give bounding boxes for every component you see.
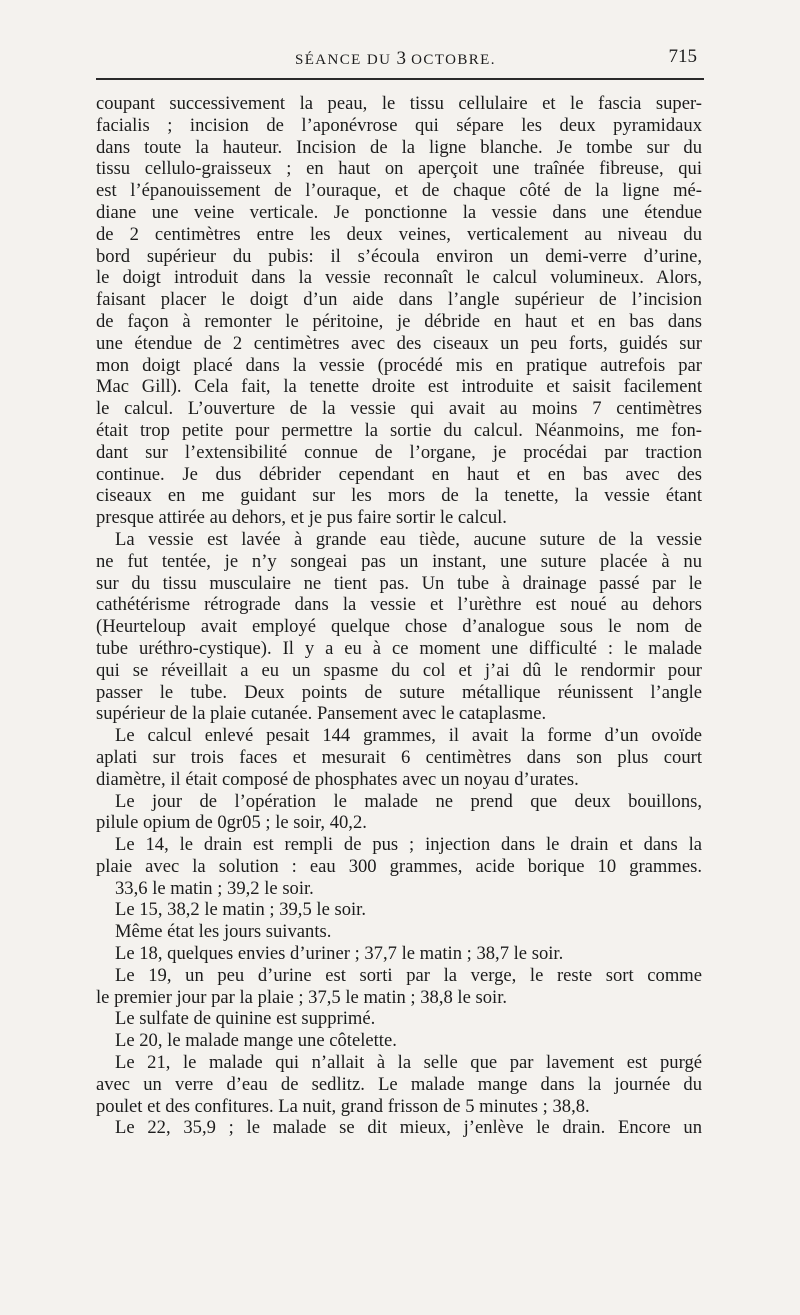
- paragraph-line: Le 15, 38,2 le matin ; 39,5 le soir.: [115, 899, 366, 921]
- paragraph-start-line: Le jour de l’opération le malade ne prend que deux bouillons,: [115, 790, 702, 812]
- text-line: plaie avec la solution : eau 300 grammes, acide borique 10 grammes.: [96, 855, 702, 877]
- text-line: ne fut tentée, je n’y songeai pas un instant, une suture placée à nu: [96, 550, 702, 572]
- text-line: le doigt introduit dans la vessie reconnaît le calcul volumineux. Alors,: [96, 267, 702, 289]
- paragraph-line: 33,6 le matin ; 39,2 le soir.: [115, 877, 314, 899]
- text-line: de 2 centimètres entre les deux veines, verticalement au niveau du: [96, 223, 702, 245]
- text-line: est l’épanouissement de l’ouraque, et de chaque côté de la ligne mé-: [96, 180, 702, 202]
- paragraph-start-line: Le 14, le drain est rempli de pus ; injection dans le drain et dans la: [115, 834, 702, 856]
- text-line: tissu cellulo-graisseux ; en haut on aperçoit une traînée fibreuse, qui: [96, 158, 702, 180]
- paragraph-start-line: Le calcul enlevé pesait 144 grammes, il avait la forme d’un ovoïde: [115, 725, 702, 747]
- text-line: était trop petite pour permettre la sortie du calcul. Néanmoins, me fon-: [96, 419, 702, 441]
- text-line: (Heurteloup avait employé quelque chose d’analogue sous le nom de: [96, 616, 702, 638]
- text-line: passer le tube. Deux points de suture métallique réunissent l’angle: [96, 681, 702, 703]
- text-line: le premier jour par la plaie ; 37,5 le matin ; 38,8 le soir.: [96, 986, 508, 1008]
- text-line: de façon à remonter le péritoine, je débride en haut et en bas dans: [96, 310, 702, 332]
- text-line: faisant placer le doigt d’un aide dans l’angle supérieur de l’incision: [96, 289, 702, 311]
- paragraph-start-line: Le 22, 35,9 ; le malade se dit mieux, j’enlève le drain. Encore un: [115, 1117, 702, 1139]
- text-line: une étendue de 2 centimètres avec des ciseaux un peu forts, guidés sur: [96, 332, 702, 354]
- text-line: tube uréthro-cystique). Il y a eu à ce moment une difficulté : le malade: [96, 637, 702, 659]
- title-right: OCTOBRE.: [406, 52, 496, 68]
- text-line: presque attirée au dehors, et je pus faire sortir le calcul.: [96, 507, 507, 529]
- text-line: dant sur l’extensibilité connue de l’organe, je procédai par traction: [96, 441, 702, 463]
- text-line: diane une veine verticale. Je ponctionne la vessie dans une étendue: [96, 201, 702, 223]
- paragraph-line: Même état les jours suivants.: [115, 921, 332, 943]
- text-line: avec un verre d’eau de sedlitz. Le malade mange dans la journée du: [96, 1073, 702, 1095]
- header-rule: [96, 78, 704, 80]
- text-line: coupant successivement la peau, le tissu cellulaire et le fascia super-: [96, 93, 702, 114]
- text-line: pilule opium de 0gr05 ; le soir, 40,2.: [96, 812, 367, 834]
- title-date-number: 3: [396, 48, 407, 69]
- text-line: qui se réveillait a eu un spasme du col et j’ai dû le rendormir pour: [96, 659, 702, 681]
- body-text: [96, 93, 702, 1139]
- text-line: facialis ; incision de l’aponévrose qui sépare les deux pyramidaux: [96, 114, 702, 136]
- text-line: le calcul. L’ouverture de la vessie qui avait au moins 7 centimètres: [96, 398, 702, 420]
- paragraph-start-line: Le 19, un peu d’urine est sorti par la verge, le reste sort comme: [115, 964, 702, 986]
- text-line: poulet et des confitures. La nuit, grand frisson de 5 minutes ; 38,8.: [96, 1095, 590, 1117]
- text-line: cathétérisme rétrograde dans la vessie et l’urèthre est noué au dehors: [96, 594, 702, 616]
- text-line: supérieur de la plaie cutanée. Pansement avec le cataplasme.: [96, 703, 547, 725]
- paragraph-start-line: La vessie est lavée à grande eau tiède, aucune suture de la vessie: [115, 528, 702, 550]
- text-line: bord supérieur du pubis: il s’écoula environ un demi-verre d’urine,: [96, 245, 702, 267]
- running-header: [95, 40, 695, 70]
- running-title: [295, 48, 496, 70]
- text-line: mon doigt placé dans la vessie (procédé mis en pratique autrefois par: [96, 354, 702, 376]
- paragraph-line: Le sulfate de quinine est supprimé.: [115, 1008, 376, 1030]
- text-line: continue. Je dus débrider cependant en haut et en bas avec des: [96, 463, 702, 485]
- paragraph-line: Le 20, le malade mange une côtelette.: [115, 1030, 397, 1052]
- text-line: aplati sur trois faces et mesurait 6 centimètres dans son plus court: [96, 746, 702, 768]
- text-line: ciseaux en me guidant sur les mors de la tenette, la vessie étant: [96, 485, 702, 507]
- text-line: diamètre, il était composé de phosphates avec un noyau d’urates.: [96, 768, 579, 790]
- title-left: SÉANCE DU: [295, 52, 397, 68]
- text-line: Mac Gill). Cela fait, la tenette droite est introduite et saisit facilement: [96, 376, 702, 398]
- text-line: dans toute la hauteur. Incision de la ligne blanche. Je tombe sur du: [96, 136, 702, 158]
- text-line: sur du tissu musculaire ne tient pas. Un tube à drainage passé par le: [96, 572, 702, 594]
- paragraph-line: Le 18, quelques envies d’uriner ; 37,7 le matin ; 38,7 le soir.: [115, 943, 564, 965]
- page-number: 715: [668, 46, 697, 67]
- paragraph-start-line: Le 21, le malade qui n’allait à la selle que par lavement est purgé: [115, 1052, 702, 1074]
